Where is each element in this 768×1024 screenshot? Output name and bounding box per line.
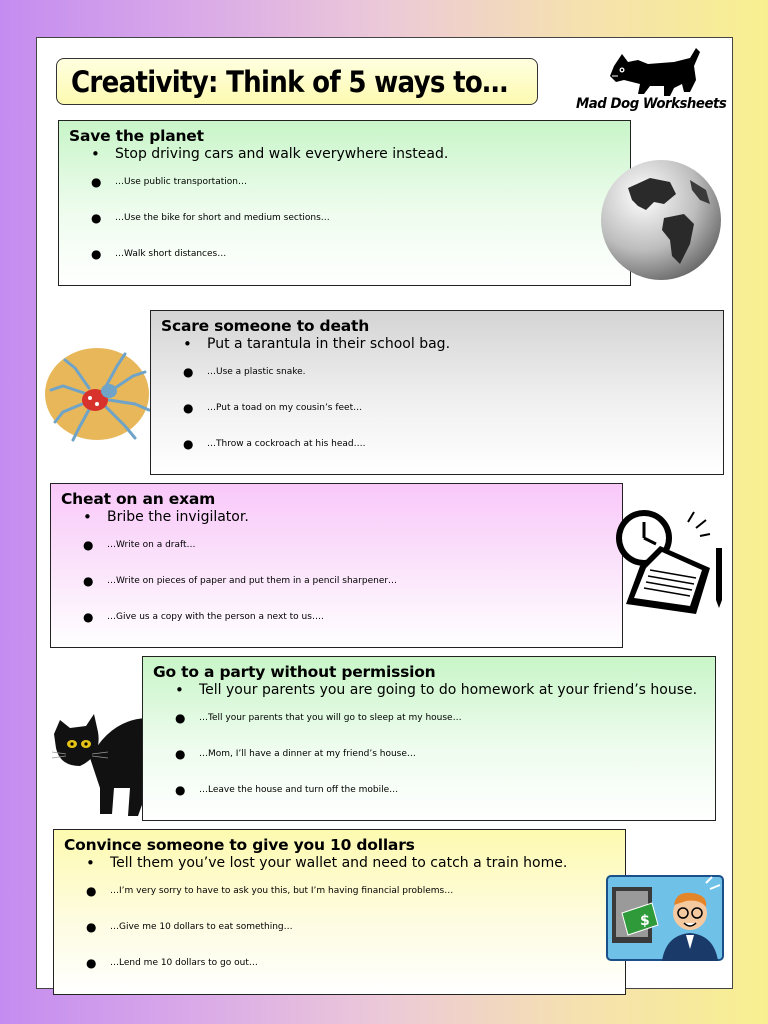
list-item-text: …Walk short distances… xyxy=(115,249,227,259)
list-item-text: …Put a toad on my cousin’s feet… xyxy=(207,403,363,413)
list-item-text: …Mom, I’ll have a dinner at my friend’s house… xyxy=(199,749,416,759)
list-item-text: …Use public transportation… xyxy=(115,177,247,187)
section-heading: Scare someone to death xyxy=(161,317,370,335)
globe-icon xyxy=(598,160,724,282)
section-scare-someone xyxy=(150,310,724,475)
title-box xyxy=(56,58,538,105)
list-item-text: …Throw a cockroach at his head…. xyxy=(207,439,366,449)
page-title: Creativity: Think of 5 ways to… xyxy=(71,64,508,99)
list-item: ● …Give us a copy with the person a next to us…. xyxy=(83,610,324,624)
list-item-text: …Give me 10 dollars to eat something… xyxy=(110,922,293,932)
list-item-text: …Write on a draft… xyxy=(107,540,196,550)
section-heading: Cheat on an exam xyxy=(61,490,216,508)
list-item: ● …Tell your parents that you will go to sleep at my house… xyxy=(175,711,462,725)
main-answer: • Tell your parents you are going to do homework at your friend’s house. xyxy=(153,682,705,698)
list-item: ● …Use public transportation… xyxy=(91,175,247,189)
section-heading: Go to a party without permission xyxy=(153,663,436,681)
section-save-planet xyxy=(58,120,631,286)
list-item: ● …Write on a draft… xyxy=(83,538,196,552)
exam-clock-icon xyxy=(610,508,728,620)
section-heading: Convince someone to give you 10 dollars xyxy=(64,836,415,854)
list-item: ● …Put a toad on my cousin’s feet… xyxy=(183,401,363,415)
money-man-icon xyxy=(606,875,724,961)
list-item-text: …Lend me 10 dollars to go out… xyxy=(110,958,258,968)
svg-text:$: $ xyxy=(640,913,650,929)
spider-icon xyxy=(45,346,155,442)
list-item: ● …Walk short distances… xyxy=(91,247,227,261)
section-heading: Save the planet xyxy=(69,127,204,145)
list-item-text: …Use the bike for short and medium sections… xyxy=(115,213,330,223)
list-item: ● …Write on pieces of paper and put them in a pencil sharpener… xyxy=(83,574,398,588)
list-item: ● …Use the bike for short and medium sections… xyxy=(91,211,330,225)
section-ten-dollars xyxy=(53,829,626,995)
list-item: ● …Mom, I’ll have a dinner at my friend’s house… xyxy=(175,747,416,761)
list-item-text: …I’m very sorry to have to ask you this, but I’m having financial problems… xyxy=(110,886,454,896)
list-item-text: …Give us a copy with the person a next to us…. xyxy=(107,612,324,622)
list-item: ● …Leave the house and turn off the mobile… xyxy=(175,783,399,797)
list-item-text: …Leave the house and turn off the mobile… xyxy=(199,785,399,795)
list-item: ● …Give me 10 dollars to eat something… xyxy=(86,920,293,934)
list-item-text: …Tell your parents that you will go to sleep at my house… xyxy=(199,713,462,723)
section-party-permission xyxy=(142,656,716,821)
brand-name: Mad Dog Worksheets xyxy=(576,96,727,112)
list-item: ● …I’m very sorry to have to ask you this, but I’m having financial problems… xyxy=(86,884,454,898)
list-item: ● …Use a plastic snake. xyxy=(183,365,306,379)
main-answer: • Put a tarantula in their school bag. xyxy=(161,336,713,352)
main-answer: • Bribe the invigilator. xyxy=(61,509,612,525)
list-item: ● …Lend me 10 dollars to go out… xyxy=(86,956,258,970)
list-item: ● …Throw a cockroach at his head…. xyxy=(183,437,366,451)
section-cheat-exam xyxy=(50,483,623,648)
main-answer: • Tell them you’ve lost your wallet and need to catch a train home. xyxy=(64,855,615,871)
main-answer: • Stop driving cars and walk everywhere instead. xyxy=(69,146,620,162)
list-item-text: …Write on pieces of paper and put them in a pencil sharpener… xyxy=(107,576,398,586)
list-item-text: …Use a plastic snake. xyxy=(207,367,306,377)
black-cat-icon xyxy=(50,648,148,820)
